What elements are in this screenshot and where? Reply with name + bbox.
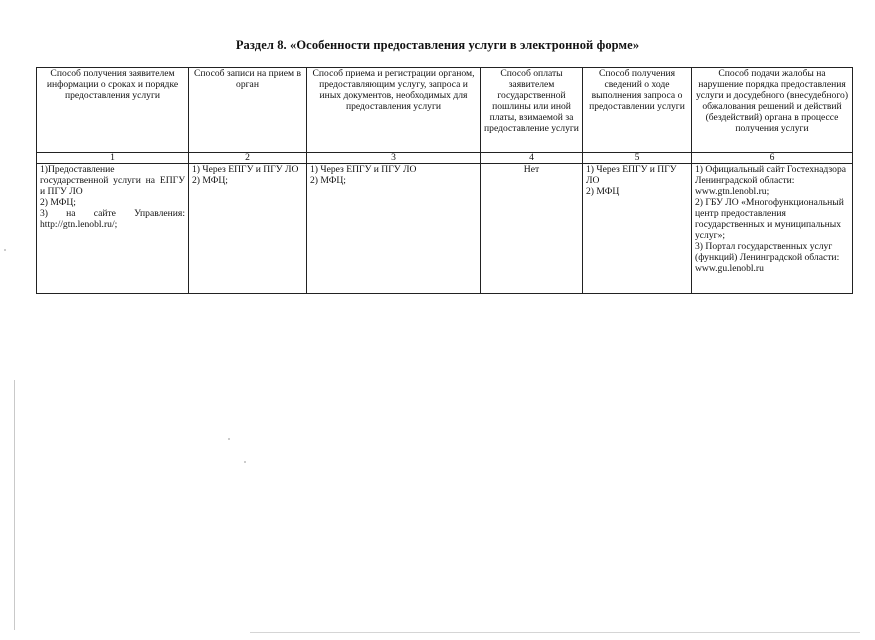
column-number: 4: [481, 153, 583, 164]
cell-line: 2) МФЦ;: [192, 175, 228, 186]
cell-line: 3) Портал государственных услуг (функций) Ленинградской области: www.gu.lenobl.ru: [695, 241, 840, 274]
cell-complaint-method: [692, 164, 853, 294]
cell-payment-method: [481, 164, 583, 294]
cell-line: 1) Официальный сайт Гостехнадзора Ленинградской области: www.gtn.lenobl.ru;: [695, 164, 847, 197]
header-row: [37, 68, 853, 153]
cell-request-registration-method: [307, 164, 481, 294]
column-number: 6: [692, 153, 853, 164]
cell-line: 2) МФЦ;: [40, 197, 76, 208]
electronic-services-table: [36, 67, 853, 294]
cell-line: 1) Через ЕПГУ и ПГУ ЛО: [586, 164, 677, 186]
column-number-row: [37, 153, 853, 164]
header-complaint-method: Способ подачи жалобы на нарушение порядка предоставления услуги и досудебного (внесудебного) обжалования решений и действий (бездействий) органа в процессе получения услуги: [692, 68, 853, 153]
header-appointment-method: Способ записи на прием в орган: [189, 68, 307, 153]
cell-line: 1) Через ЕПГУ и ПГУ ЛО: [310, 164, 417, 175]
cell-line: Нет: [523, 164, 540, 175]
scan-speck: [4, 249, 6, 251]
cell-info-method: [37, 164, 189, 294]
header-request-registration-method: Способ приема и регистрации органом, предоставляющим услугу, запроса и иных документов, необходимых для предоставления услуги: [307, 68, 481, 153]
cell-line: 2) МФЦ: [586, 186, 620, 197]
column-number: 3: [307, 153, 481, 164]
column-number: 5: [583, 153, 692, 164]
cell-appointment-method: [189, 164, 307, 294]
scan-artifact-line: [250, 632, 860, 633]
cell-line: 2) ГБУ ЛО «Многофункциональный центр предоставления государственных и муниципальных услуг»;: [695, 197, 844, 241]
scan-speck: [244, 461, 246, 463]
column-number: 2: [189, 153, 307, 164]
scan-speck: [228, 438, 230, 440]
cell-line: 3) на сайте Управления: http://gtn.lenobl.ru/;: [40, 208, 185, 230]
column-number: 1: [37, 153, 189, 164]
scan-artifact-line: [14, 380, 15, 630]
header-info-method: Способ получения заявителем информации о сроках и порядке предоставления услуги: [37, 68, 189, 153]
header-payment-method: Способ оплаты заявителем государственной пошлины или иной платы, взимаемой за предоставление услуги: [481, 68, 583, 153]
cell-line: 1) Через ЕПГУ и ПГУ ЛО: [192, 164, 299, 175]
header-status-info-method: Способ получения сведений о ходе выполнения запроса о предоставлении услуги: [583, 68, 692, 153]
cell-line: 1)Предоставление государственной услуги на ЕПГУ и ПГУ ЛО: [40, 164, 185, 197]
cell-line: 2) МФЦ;: [310, 175, 346, 186]
section-title: Раздел 8. «Особенности предоставления услуги в электронной форме»: [235, 38, 640, 52]
cell-status-info-method: [583, 164, 692, 294]
table-row: [37, 164, 853, 294]
